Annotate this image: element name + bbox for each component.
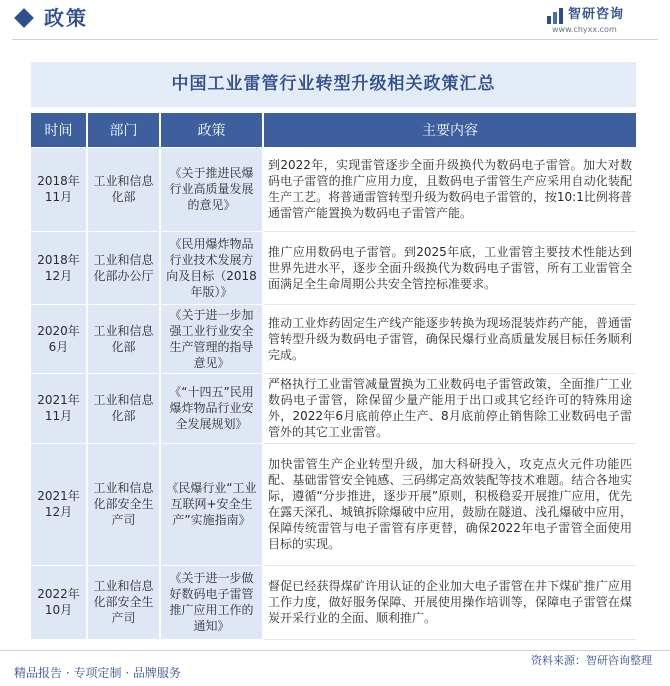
cell-policy: 《关于进一步加强工业行业安全生产管理的指导意见》: [160, 304, 263, 373]
table-title: 中国工业雷管行业转型升级相关政策汇总: [31, 62, 636, 107]
cell-time: 2018年11月: [31, 147, 87, 231]
table-row: [31, 443, 636, 565]
logo-name: 智研咨询: [568, 7, 625, 22]
table-row: [31, 147, 636, 231]
cell-time: 2020年6月: [31, 304, 87, 373]
cell-time: 2021年12月: [31, 443, 87, 565]
cell-content: 严格执行工业雷管减量置换为工业数码电子雷管政策，全面推广工业数码电子雷管，除保留少量产能用于出口或其它经许可的特殊用途外，2022年6月底前停止生产、8月底前停止销售除工业数码电子雷管外的其它工业雷管。: [263, 373, 636, 443]
cell-dept: 工业和信息化部: [87, 304, 160, 373]
cell-content: 推动工业炸药固定生产线产能逐步转换为现场混装炸药产能，普通雷管转型升级为数码电子雷管，确保民爆行业高质量发展目标任务顺利完成。: [263, 304, 636, 373]
cell-time: 2018年12月: [31, 231, 87, 304]
brand-logo: [546, 5, 656, 37]
column-header-policy: 政策: [160, 113, 263, 147]
cell-dept: 工业和信息化部安全生产司: [87, 565, 160, 639]
table-row: [31, 304, 636, 373]
column-header-dept: 部门: [87, 113, 160, 147]
cell-dept: 工业和信息化部: [87, 147, 160, 231]
table-row: [31, 231, 636, 304]
policy-table-card: [31, 62, 636, 640]
page-header: [0, 0, 670, 40]
table-row: [31, 565, 636, 639]
table-header-row: [31, 113, 636, 147]
header-divider: [12, 39, 658, 40]
page-footer: [0, 650, 670, 686]
cell-content: 到2022年，实现雷管逐步全面升级换代为数码电子雷管。加大对数码电子雷管的推广应用力度，且数码电子雷管生产应采用自动化装配生产工艺。将普通雷管转型升级为数码电子雷管的，按10:1比例将普通雷管产能置换为数码电子雷管产能。: [263, 147, 636, 231]
table-row: [31, 373, 636, 443]
cell-policy: 《民爆行业“工业互联网+安全生产”实施指南》: [160, 443, 263, 565]
cell-content: 督促已经获得煤矿许用认证的企业加大电子雷管在井下煤矿推广应用工作力度，做好服务保障、开展使用操作培训等，保障电子雷管在煤炭开采行业的全面、顺利推广。: [263, 565, 636, 639]
cell-content: 推广应用数码电子雷管。到2025年底，工业雷管主要技术性能达到世界先进水平，逐步全面升级换代为数码电子雷管，所有工业雷管全面满足全生命周期公共安全管控标准要求。: [263, 231, 636, 304]
cell-policy: 《“十四五”民用爆炸物品行业安全发展规划》: [160, 373, 263, 443]
logo-url: www.chyxx.com: [552, 25, 617, 34]
cell-dept: 工业和信息化部安全生产司: [87, 443, 160, 565]
cell-time: 2022年10月: [31, 565, 87, 639]
source-note: 资料来源：智研咨询整理: [531, 654, 652, 667]
column-header-time: 时间: [31, 113, 87, 147]
cell-time: 2021年11月: [31, 373, 87, 443]
column-header-content: 主要内容: [263, 113, 636, 147]
cell-content: 加快雷管生产企业转型升级，加大科研投入，攻克点火元件功能匹配、基础雷管安全钝感、三码绑定高效装配等技术难题。结合各地实际，遵循“分步推进，逐步开展”原则，积极稳妥开展推广应用，优先在露天深孔、城镇拆除爆破中应用，鼓励在隧道、浅孔爆破中应用，保障传统雷管与电子雷管有序更替，确保2022年电子雷管全面使用目标的实现。: [263, 443, 636, 565]
cell-policy: 《关于推进民爆行业高质量发展的意见》: [160, 147, 263, 231]
cell-dept: 工业和信息化部: [87, 373, 160, 443]
page-title: 政策: [44, 6, 88, 30]
cell-dept: 工业和信息化部办公厅: [87, 231, 160, 304]
logo-icon: [546, 7, 564, 25]
diamond-icon: [14, 8, 34, 28]
policy-table: [31, 113, 636, 640]
footer-tagline: 精品报告 · 专项定制 · 品牌服务: [14, 666, 181, 680]
footer-divider: [0, 650, 670, 651]
cell-policy: 《民用爆炸物品行业技术发展方向及目标（2018年版）》: [160, 231, 263, 304]
cell-policy: 《关于进一步做好数码电子雷管推广应用工作的通知》: [160, 565, 263, 639]
